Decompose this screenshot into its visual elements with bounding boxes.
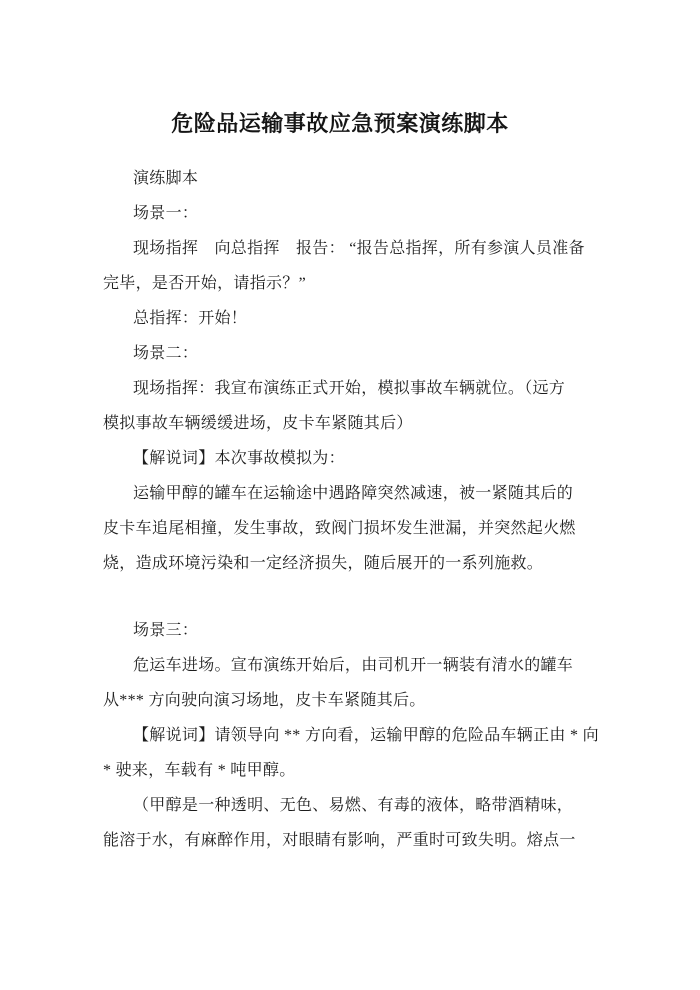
text-line: 能溶于水，有麻醉作用，对眼睛有影响，严重时可致失明。熔点一 <box>103 832 576 849</box>
document-body <box>0 161 663 858</box>
text-line: 从*** 方向驶向演习场地，皮卡车紧随其后。 <box>103 692 426 709</box>
text-line: 模拟事故车辆缓缓进场，皮卡车紧随其后） <box>103 415 413 432</box>
text-line: 皮卡车追尾相撞，发生事故，致阀门损坏发生泄漏，并突然起火燃 <box>103 520 576 537</box>
text-line: 场景一： <box>133 205 199 222</box>
paragraph <box>103 648 663 718</box>
text-line: 现场指挥：我宣布演练正式开始，模拟事故车辆就位。（远方 <box>133 380 566 397</box>
text-line: 现场指挥 向总指挥 报告： “报告总指挥，所有参演人员准备 <box>133 240 585 257</box>
text-line: 运输甲醇的罐车在运输途中遇路障突然减速，被一紧随其后的 <box>133 485 574 502</box>
text-line: 危运车进场。宣布演练开始后，由司机开一辆装有清水的罐车 <box>133 657 574 674</box>
text-line: * 驶来，车载有 * 吨甲醇。 <box>103 762 296 779</box>
text-line: 烧，造成环境污染和一定经济损失，随后展开的一系列施救。 <box>103 555 544 572</box>
paragraph-spacer <box>103 581 663 613</box>
paragraph <box>103 161 663 196</box>
paragraph <box>103 231 663 301</box>
text-line: 【解说词】本次事故模拟为： <box>133 450 345 467</box>
text-line: 场景三： <box>133 622 199 639</box>
paragraph <box>103 336 663 371</box>
paragraph <box>103 301 663 336</box>
text-line: 演练脚本 <box>133 170 199 187</box>
text-line: 总指挥：开始！ <box>133 310 248 327</box>
text-line: 【解说词】请领导向 ** 方向看，运输甲醇的危险品车辆正由 * 向 <box>133 727 599 744</box>
paragraph <box>103 788 663 858</box>
paragraph <box>103 476 663 581</box>
paragraph <box>103 371 663 441</box>
text-line: 完毕，是否开始，请指示？” <box>103 275 307 292</box>
paragraph <box>103 718 663 788</box>
text-line: （甲醇是一种透明、无色、易燃、有毒的液体，略带酒精味， <box>133 797 574 814</box>
document-title: 危险品运输事故应急预案演练脚本 <box>171 111 509 136</box>
paragraph <box>103 441 663 476</box>
paragraph <box>103 613 663 648</box>
text-line: 场景二： <box>133 345 199 362</box>
paragraph <box>103 196 663 231</box>
